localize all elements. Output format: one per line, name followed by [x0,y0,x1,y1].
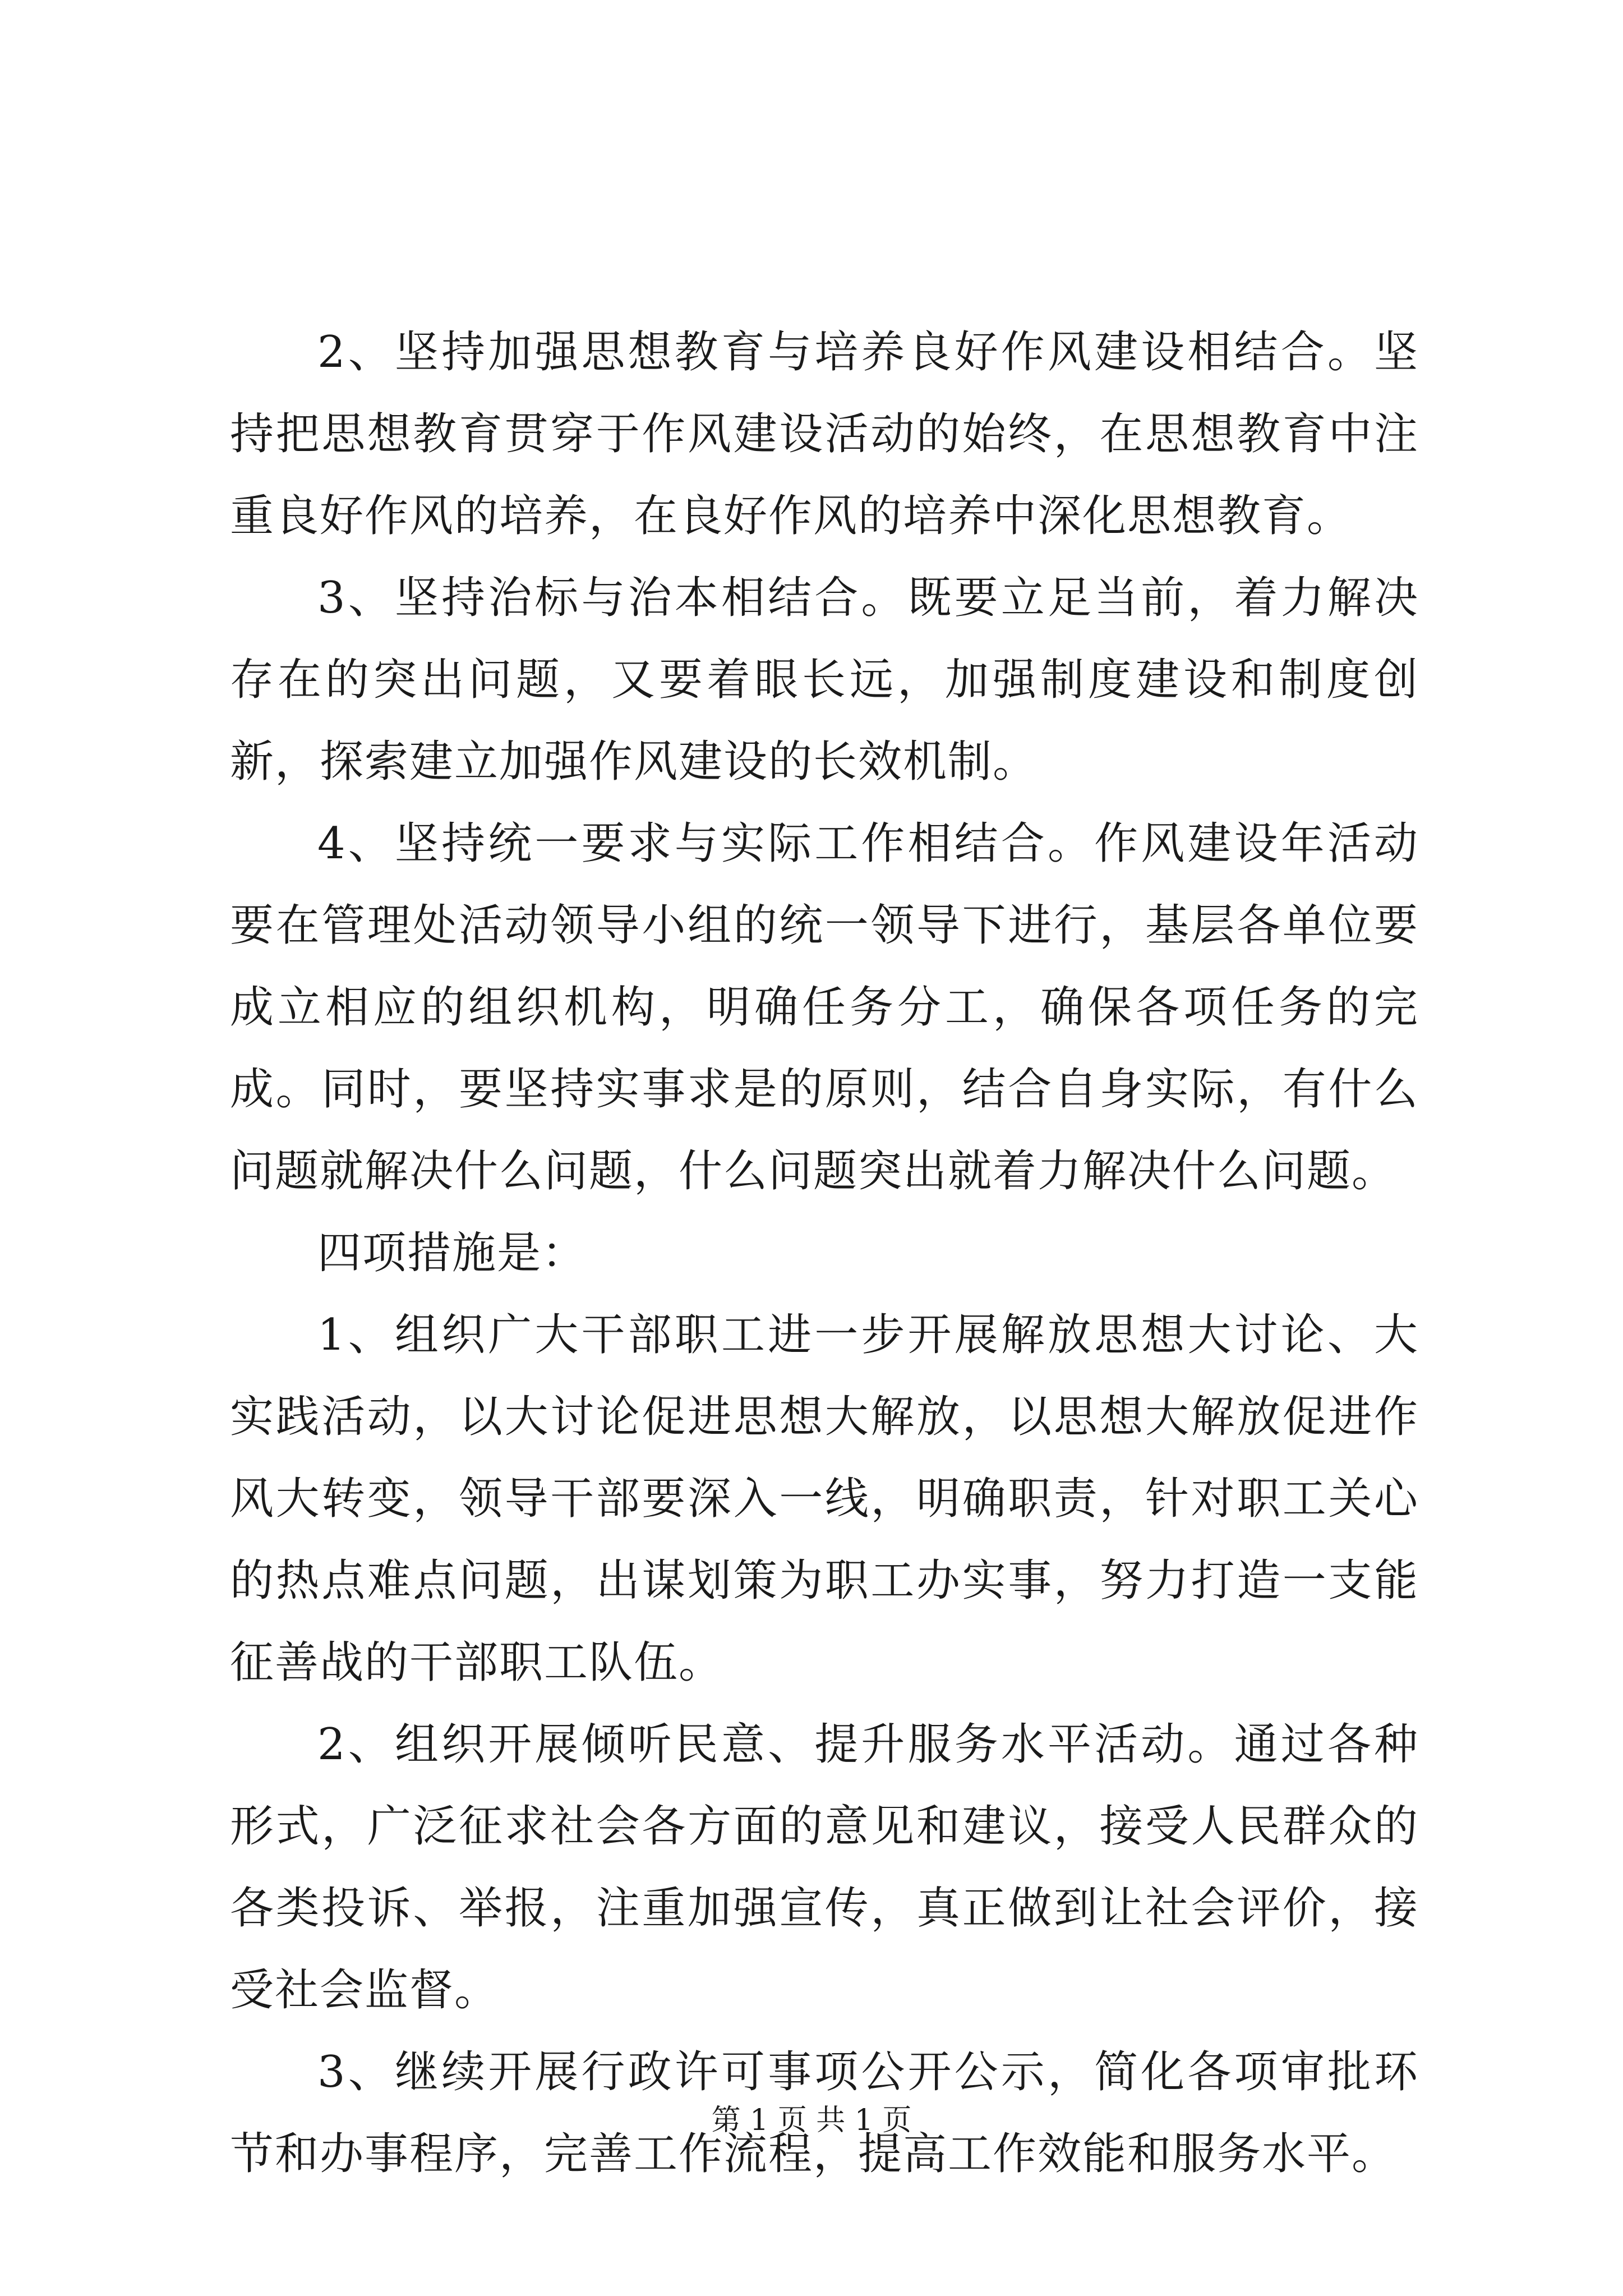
document-body [230,311,1419,2195]
page-number-footer: 第 1 页 共 1 页 [711,2104,912,2137]
paragraph-measures-heading: 四项措施是： [317,1228,587,1278]
paragraph-measure-2: 2、组织开展倾听民意、提升服务水平活动。通过各种形式，广泛征求社会各方面的意见和建议，接受人民群众的各类投诉、举报，注重加强宣传，真正做到让社会评价，接受社会监督。 [230,1719,1419,2016]
paragraph-principle-2: 2、坚持加强思想教育与培养良好作风建设相结合。坚持把思想教育贯穿于作风建设活动的始终，在思想教育中注重良好作风的培养，在良好作风的培养中深化思想教育。 [230,327,1419,541]
paragraph-principle-3: 3、坚持治标与治本相结合。既要立足当前，着力解决存在的突出问题，又要着眼长远，加强制度建设和制度创新，探索建立加强作风建设的长效机制。 [230,573,1419,787]
paragraph-measure-3: 3、继续开展行政许可事项公开公示，简化各项审批环节和办事程序，完善工作流程，提高工作效能和服务水平。 [230,2047,1419,2179]
paragraph-measure-1: 1、组织广大干部职工进一步开展解放思想大讨论、大实践活动，以大讨论促进思想大解放，以思想大解放促进作风大转变，领导干部要深入一线，明确职责，针对职工关心的热点难点问题，出谋划策为职工办实事，努力打造一支能征善战的干部职工队伍。 [230,1310,1419,1688]
paragraph-principle-4: 4、坚持统一要求与实际工作相结合。作风建设年活动要在管理处活动领导小组的统一领导下进行，基层各单位要成立相应的组织机构，明确任务分工，确保各项任务的完成。同时，要坚持实事求是的原则，结合自身实际，有什么问题就解决什么问题，什么问题突出就着力解决什么问题。 [230,818,1419,1197]
